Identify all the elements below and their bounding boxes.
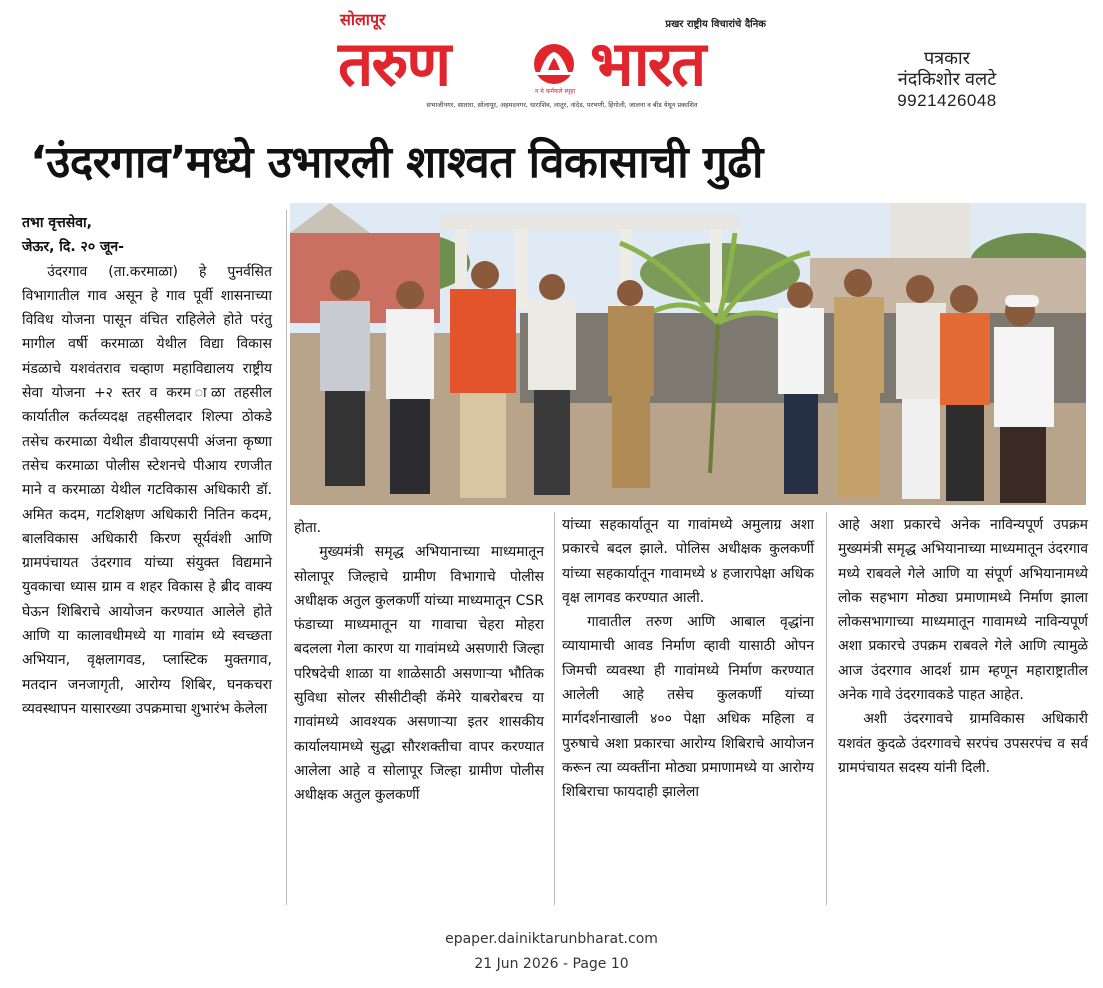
article-paragraph-continued: यांच्या सहकार्यातून या गावांमध्ये अमुलाग्र अशा प्रकारचे बदल झाले. पोलिस अधीक्षक कुलकर्णी यांच्या सहकार्यातून गावामध्ये ४ हजारापेक्षा अधिक वृक्ष लागवड करण्यात आली. (562, 517, 814, 606)
masthead-title-right: भारत (590, 27, 705, 100)
torch-emblem-icon (526, 38, 582, 94)
article-paragraph-continued: होता. (294, 520, 322, 536)
column-divider (826, 512, 827, 905)
article-paragraph: उंदरगाव (ता.करमाळा) हे पुनर्वसित विभागातील गाव असून हे गाव पूर्वी शासनाच्या विविध योजना पासून वंचित राहिलेले होते परंतु मागील वर्षी करमाळा येथील विद्या विकास मंडळाचे यशवंतराव चव्हाण महाविद्यालय राष्ट्रीय सेवा योजना +२ स्तर व करम ाळा तहसील कार्यातील कर्तव्यदक्ष तहसीलदार शिल्पा ठोकडे तसेच करमाळा येथील डीवायएसपी अंजना कृष्णा तसेच करमाळा पोलीस स्टेशनचे पीआय रणजीत माने व करमाळा येथील गटविकास अधिकारी डॉ. अमित कदम, गटशिक्षण अधिकारी नितिन कदम, बालविकास अधिकारी किरण सूर्यवंशी आणि ग्रामपंचायत उंदरगाव यांच्या संयुक्त विद्यमाने युवकाचा ध्यास ग्राम व शहर विकास हे ब्रीद वाक्य घेऊन शिबिराचे आयोजन करण्यात आलेले होते आणि या कालावधीमध्ये या गावांम ध्ये स्वच्छता अभियान, वृक्षलागवड, प्लास्टिक मुक्तगाव, मतदान जनजागृती, आरोग्य शिबिर, घनकचरा व्यवस्थापन यासारख्या उपक्रमाचा शुभारंभ केलेला (22, 263, 272, 717)
column-divider (286, 210, 287, 905)
masthead (318, 8, 780, 112)
footer-site: epaper.dainiktarunbharat.com (445, 931, 658, 947)
masthead-motto: न मे कर्मफले स्पृहा (534, 88, 575, 95)
masthead-tagline: प्रखर राष्ट्रीय विचारांचे दैनिक (665, 19, 766, 30)
masthead-title-left: तरुण (338, 27, 450, 100)
masthead-editions: संभाजीनगर, सातारा, सोलापूर, अहमदनगर, धाराशिव, लातूर, नांदेड, परभणी, हिंगोली, जालना व बीड येथून प्रकाशित (426, 101, 698, 109)
article-paragraph: अशी उंदरगावचे ग्रामविकास अधिकारी यशवंत कुदळे उंदरगावचे सरपंच उपसरपंच व सर्व ग्रामपंचायत सदस्य यांनी दिली. (838, 711, 1088, 776)
article-paragraph-continued: आहे अशा प्रकारचे अनेक नाविन्यपूर्ण उपक्रम मुख्यमंत्री समृद्ध अभियानाच्या माध्यमातून उंदरगाव मध्ये राबवले गेले आणि या संपूर्ण अभियानामध्ये लोक सहभाग मोठ्या प्रमाणामध्ये निर्माण झाला लोकसभागाच्या माध्यमातून गावामध्ये नाविन्यपूर्ण अशा प्रकारचे उपक्रम राबवले गेले आणि त्यामुळे आज उंदरगाव आदर्श ग्राम म्हणून महाराष्ट्रातील अनेक गावे उंदरगावकडे पाहत आहेत. (838, 517, 1088, 704)
article-column-1 (22, 211, 272, 721)
masthead-city: सोलापूर (340, 10, 386, 29)
group-photo-image (290, 203, 1086, 505)
reporter-phone: 9921426048 (897, 91, 997, 110)
article-dateline: जेऊर, दि. २० जून- (22, 239, 124, 256)
article-column-3 (562, 513, 814, 805)
reporter-credit (872, 48, 1022, 112)
column-divider (554, 512, 555, 905)
article-byline: तभा वृत्तसेवा, (22, 215, 92, 231)
article-headline: ‘उंदरगाव’मध्ये उभारली शाश्वत विकासाची गुढी (30, 137, 763, 188)
article-photo (290, 203, 1086, 505)
reporter-role: पत्रकार (923, 48, 970, 68)
footer-date-page: 21 Jun 2026 - Page 10 (474, 956, 629, 972)
reporter-name: नंदकिशोर वलटे (897, 69, 997, 89)
article-column-4 (838, 513, 1088, 780)
article-column-2 (294, 516, 544, 808)
article-paragraph: मुख्यमंत्री समृद्ध अभियानाच्या माध्यमातून सोलापूर जिल्हाचे ग्रामीण विभागाचे पोलीस अधीक्षक अतुल कुलकर्णी यांच्या माध्यमातून CSR फंडाच्या माध्यमातून या गावाचा चेहरा मोहरा बदलला गेला कारण या गावांमध्ये असणारी जिल्हा परिषदेची शाळा या शाळेसाठी असणाऱ्या भौतिक सुविधा सोलर सीसीटीव्ही कॅमेरे याबरोबरच या गावांमध्ये आवश्यक असणाऱ्या इतर शासकीय कार्यालयामध्ये सुद्धा सौरशक्तीचा वापर करण्यात आलेला आहे व सोलापूर जिल्हा ग्रामीण पोलीस अधीक्षक अतुल कुलकर्णी (294, 544, 544, 804)
article-paragraph: गावातील तरुण आणि आबाल वृद्धांना व्यायामाची आवड निर्माण व्हावी यासाठी ओपन जिमची व्यवस्था ही गावांमध्ये निर्माण करण्यात आलेली आहे तसेच कुलकर्णी यांच्या मार्गदर्शनाखाली ४०० पेक्षा अधिक महिला व पुरुषाचे अशा प्रकारचा आरोग्य शिबिराचे आयोजन करून त्या व्यक्तींना मोठ्या प्रमाणामध्ये या आरोग्य शिबिराचा फायदाही झालेला (562, 614, 814, 801)
